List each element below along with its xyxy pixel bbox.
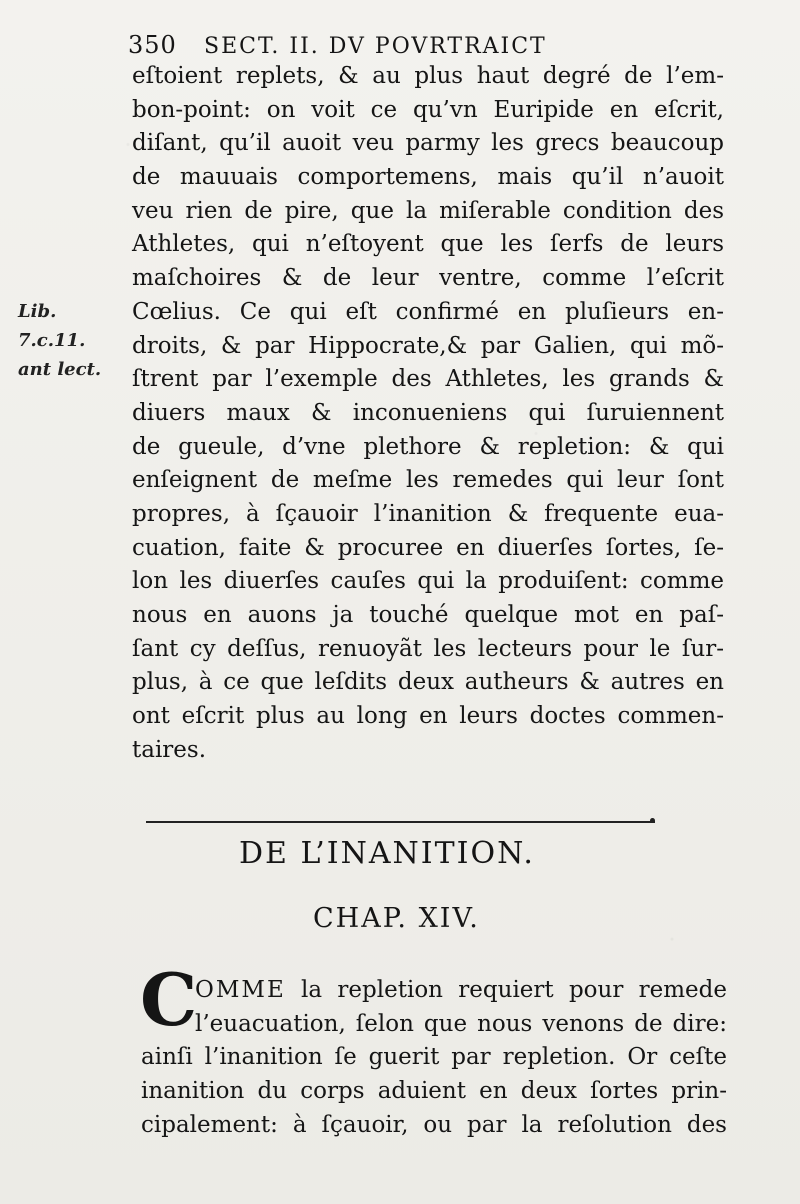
chapter-line: inanition du corps aduient en deux ſortes prin- (141, 1078, 727, 1105)
opening-word: OMME (195, 977, 286, 1003)
body-line: cuation, faite & procuree en diuerſes ſortes, ſe- (132, 534, 724, 561)
body-line: nous en auons ja touché quelque mot en paſ- (132, 602, 724, 628)
body-line: plus, à ce que leſdits deux autheurs & autres en (132, 669, 724, 696)
body-line-last: taires. (132, 736, 207, 763)
body-line: propres, à ſçauoir l’inanition & frequente eua- (132, 500, 724, 527)
chapter-first-line (195, 973, 727, 1007)
body-text (132, 60, 724, 767)
body-line: eſtoient replets, & au plus haut degré de l’em- (132, 63, 724, 89)
body-line: Athletes, qui n’eſtoyent que les ſerfs de leurs (132, 231, 724, 258)
page-number: 350 (128, 31, 177, 59)
margin-citation (18, 297, 126, 384)
chapter-line: l’euacuation, ſelon que nous venons de dire: (195, 1010, 727, 1037)
body-line: droits, & par Hippocrate,& par Galien, qui mõ- (132, 332, 724, 359)
body-line: maſchoires & de leur ventre, comme l’eſcrit (132, 265, 724, 292)
body-line: de gueule, d’vne plethore & repletion: & qui (132, 433, 724, 460)
body-line: ont eſcrit plus au long en leurs doctes commen- (132, 703, 724, 730)
section-title: DE L’INANITION. (239, 836, 535, 871)
body-line: lon les diuerſes cauſes qui la produiſent: comme (132, 568, 724, 595)
body-line: bon-point: on voit ce qu’vn Euripide en eſcrit, (132, 96, 724, 123)
body-line: de mauuais comportemens, mais qu’il n’auoit (132, 164, 724, 191)
drop-cap: C (140, 957, 198, 1042)
chapter-line: cipalement: à ſçauoir, ou par la reſolution des (141, 1111, 727, 1138)
body-line: ſtrent par l’exemple des Athletes, les grands & (132, 366, 724, 393)
body-line: diuers maux & inconueniens qui ſuruiennent (132, 399, 724, 426)
body-line: ſant cy deſſus, renuoyãt les lecteurs pour le ſur- (132, 635, 724, 662)
body-line: enſeignent de meſme les remedes qui leur ſont (132, 467, 724, 494)
margin-citation-line: ant lect. (18, 359, 102, 380)
chapter-text (141, 973, 727, 1141)
running-head: SECT. II. DV POVRTRAICT (204, 34, 547, 59)
divider-ornament-dot (650, 818, 655, 823)
margin-citation-line: Lib. 7.c.11. (18, 301, 86, 351)
chapter-title: CHAP. XIV. (313, 903, 480, 934)
body-line: veu rien de pire, que la miſerable condition des (132, 197, 724, 224)
section-divider (146, 821, 655, 823)
chapter-line-text: la repletion requiert pour remede (285, 977, 727, 1003)
body-line: Cœlius. Ce qui eſt confirmé en pluſieurs en- (132, 298, 724, 325)
chapter-line: ainſi l’inanition ſe guerit par repletion. Or ceſte (141, 1044, 727, 1071)
body-line: diſant, qu’il auoit veu parmy les grecs beaucoup (132, 130, 724, 157)
